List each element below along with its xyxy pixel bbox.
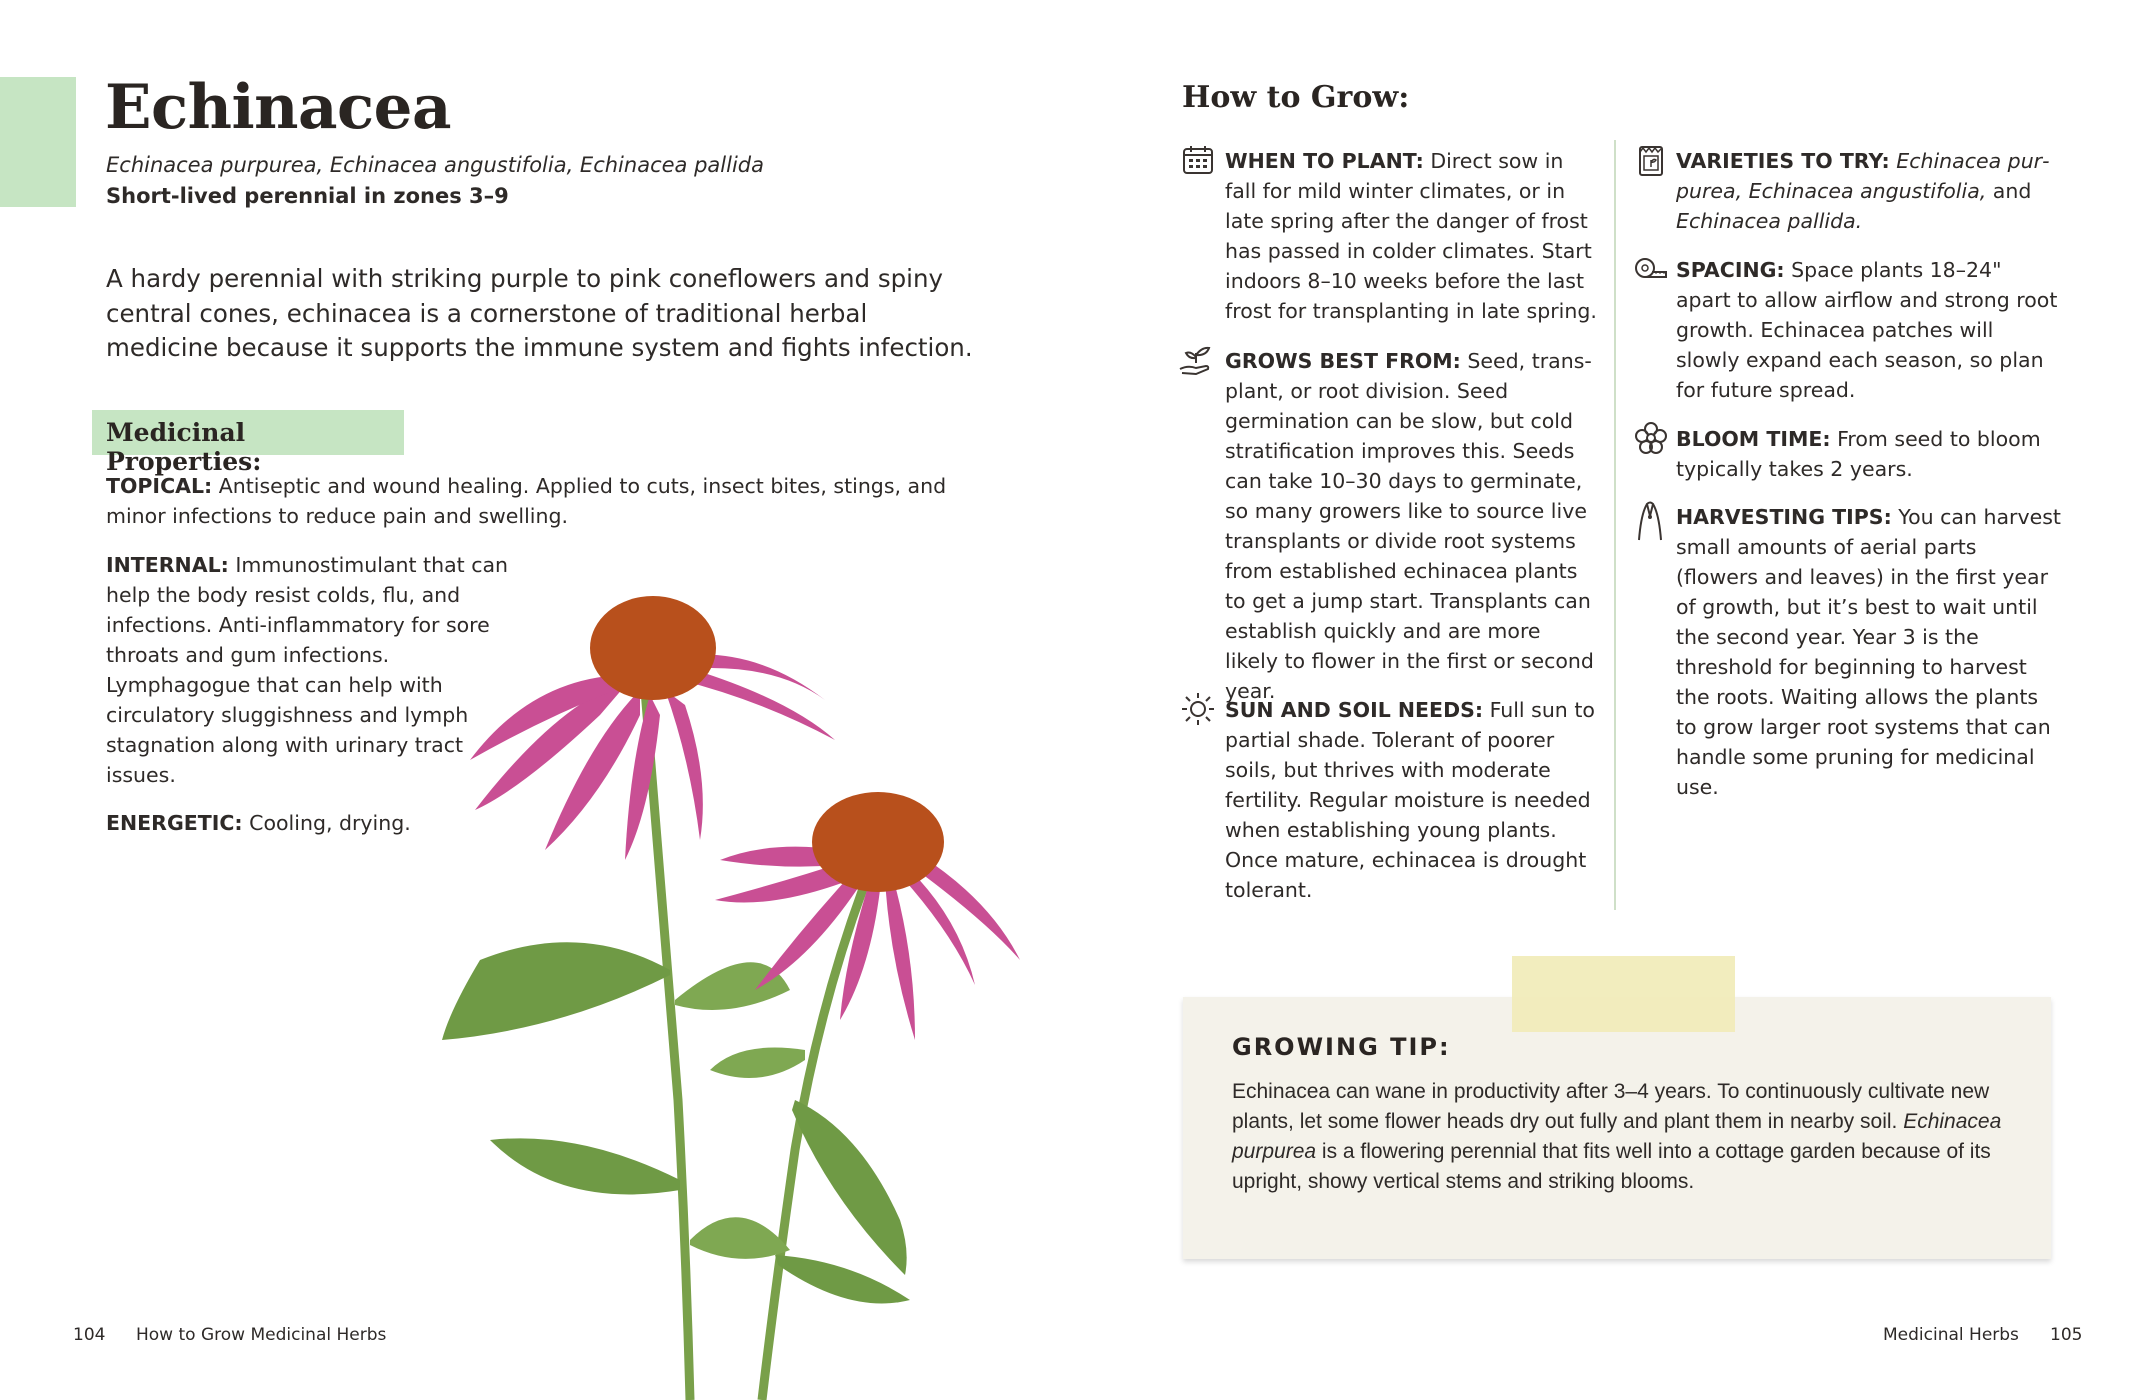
entry-label: SPACING:: [1676, 258, 1785, 282]
property-label: INTERNAL:: [106, 553, 229, 577]
footer-page-number-right: 105: [2050, 1325, 2083, 1345]
pruners-icon: [1633, 500, 1667, 542]
footer-section-title: Medicinal Herbs: [1883, 1325, 2019, 1345]
sun-icon: [1181, 692, 1215, 726]
entry-text: From seed to bloom typically takes 2 years.: [1676, 427, 2041, 481]
flower-cone-front: [812, 792, 944, 892]
property-label: ENERGETIC:: [106, 811, 243, 835]
entry-text: Full sun to partial shade. Tolerant of poorer soils, but thrives with moderate fertility. Regular moisture is needed when establishing young plants. Once mature, echinacea is drought tolerant.: [1225, 698, 1595, 902]
property-label: TOPICAL:: [106, 474, 213, 498]
entry-label: VARIETIES TO TRY:: [1676, 149, 1890, 173]
entry-label: HARVESTING TIPS:: [1676, 505, 1892, 529]
entry-italic: Echinacea purpurea, Echinacea angustifolia,: [1676, 149, 2050, 203]
property-text: Cooling, drying.: [242, 811, 411, 835]
property-text: Immunostimulant that can help the body resist colds, flu, and infections. Anti-inflammatory for sore throats and gum infections. Lymphagogue that can help with circulatory sluggishness and lymph stagnation along with urinary tract issues.: [106, 553, 509, 787]
tape-strip: [1512, 956, 1735, 1032]
tip-text-italic: Echinacea purpurea: [1232, 1110, 2002, 1163]
tip-text-after: is a flowering perennial that fits well into a cottage garden because of its upright, showy vertical stems and striking blooms.: [1232, 1140, 1991, 1193]
leaf: [442, 942, 670, 1040]
bloom-time-entry: [1676, 424, 2061, 484]
intro-paragraph: A hardy perennial with striking purple to pink coneflowers and spiny central cones, echinacea is a cornerstone of traditional herbal medicine because it supports the immune system and fights infection.: [106, 264, 973, 362]
sun-and-soil-entry: [1225, 695, 1597, 905]
entry-text: and: [1986, 179, 2032, 203]
flower-cone-back: [590, 596, 716, 700]
flower-icon: [1634, 421, 1668, 455]
entry-text: Space plants 18–24" apart to allow airflow and strong root growth. Echinacea patches will slowly expand each season, so plan for future spread.: [1676, 258, 2058, 402]
footer-book-title: How to Grow Medicinal Herbs: [136, 1325, 387, 1345]
entry-text: You can harvest small amounts of aerial parts (flowers and leaves) in the first year of growth, but it’s best to wait until the second year. Year 3 is the threshold for beginning to harvest the roots. Waiting allows the plants to grow larger root systems that can handle some pruning for medicinal use.: [1676, 505, 2061, 799]
seedling-hand-icon: [1178, 343, 1212, 377]
entry-italic-2: Echinacea pallida.: [1676, 209, 1863, 233]
stem-main: [645, 690, 690, 1400]
medicinal-properties-heading: [92, 410, 404, 476]
entry-text: Seed, transplant, or root division. Seed germination can be slow, but cold stratification improves this. Seeds can take 10–30 days to germinate, so many growers like to source live transplants or divide root systems from established echinacea plants to get a jump start. Transplants can establish quickly and are more likely to flower in the first or second year.: [1225, 349, 1594, 703]
seed-packet-icon: [1634, 143, 1668, 177]
calendar-icon: [1181, 143, 1215, 177]
entry-label: SUN AND SOIL NEEDS:: [1225, 698, 1484, 722]
entry-label: WHEN TO PLANT:: [1225, 149, 1424, 173]
latin-names: Echinacea purpurea, Echinacea angustifolia, Echinacea pallida: [106, 153, 764, 177]
tip-text-before: Echinacea can wane in productivity after 3–4 years. To continuously cultivate new plants, let some flower heads dry out fully and plant them in nearby soil.: [1232, 1080, 1990, 1133]
footer-page-number-left: 104: [73, 1325, 106, 1345]
entry-text: Direct sow in fall for mild winter climates, or in late spring after the danger of frost has passed in colder climates. Start indoors 8–10 weeks before the last frost for transplanting in late spring.: [1225, 149, 1597, 323]
growing-tip-text: [1232, 1077, 2022, 1197]
property-text: Antiseptic and wound healing. Applied to cuts, insect bites, stings, and minor infections to reduce pain and swelling.: [106, 474, 947, 528]
how-to-grow-heading: How to Grow:: [1182, 80, 1410, 115]
growing-tip-card: [1183, 997, 2051, 1259]
green-accent-tab: [0, 77, 76, 207]
harvesting-tips-entry: [1676, 502, 2061, 802]
grows-best-from-entry: [1225, 346, 1597, 706]
varieties-entry: [1676, 146, 2061, 236]
column-divider: [1614, 140, 1616, 910]
when-to-plant-entry: [1225, 146, 1597, 326]
leaf: [490, 1138, 680, 1194]
leaf: [690, 1217, 790, 1259]
medicinal-heading-text: Medicinal Properties:: [106, 418, 262, 476]
hardiness-zones: Short-lived perennial in zones 3–9: [106, 184, 509, 208]
leaf: [710, 1048, 805, 1079]
echinacea-illustration: [420, 575, 1040, 1400]
growing-tip-title: GROWING TIP:: [1232, 1033, 1451, 1061]
leaf: [775, 1255, 910, 1303]
spacing-entry: [1676, 255, 2061, 405]
property-topical: [106, 471, 986, 531]
measuring-tape-icon: [1634, 253, 1668, 287]
entry-label: GROWS BEST FROM:: [1225, 349, 1461, 373]
leaf: [792, 1100, 907, 1275]
entry-label: BLOOM TIME:: [1676, 427, 1831, 451]
page-title: Echinacea: [105, 72, 452, 143]
